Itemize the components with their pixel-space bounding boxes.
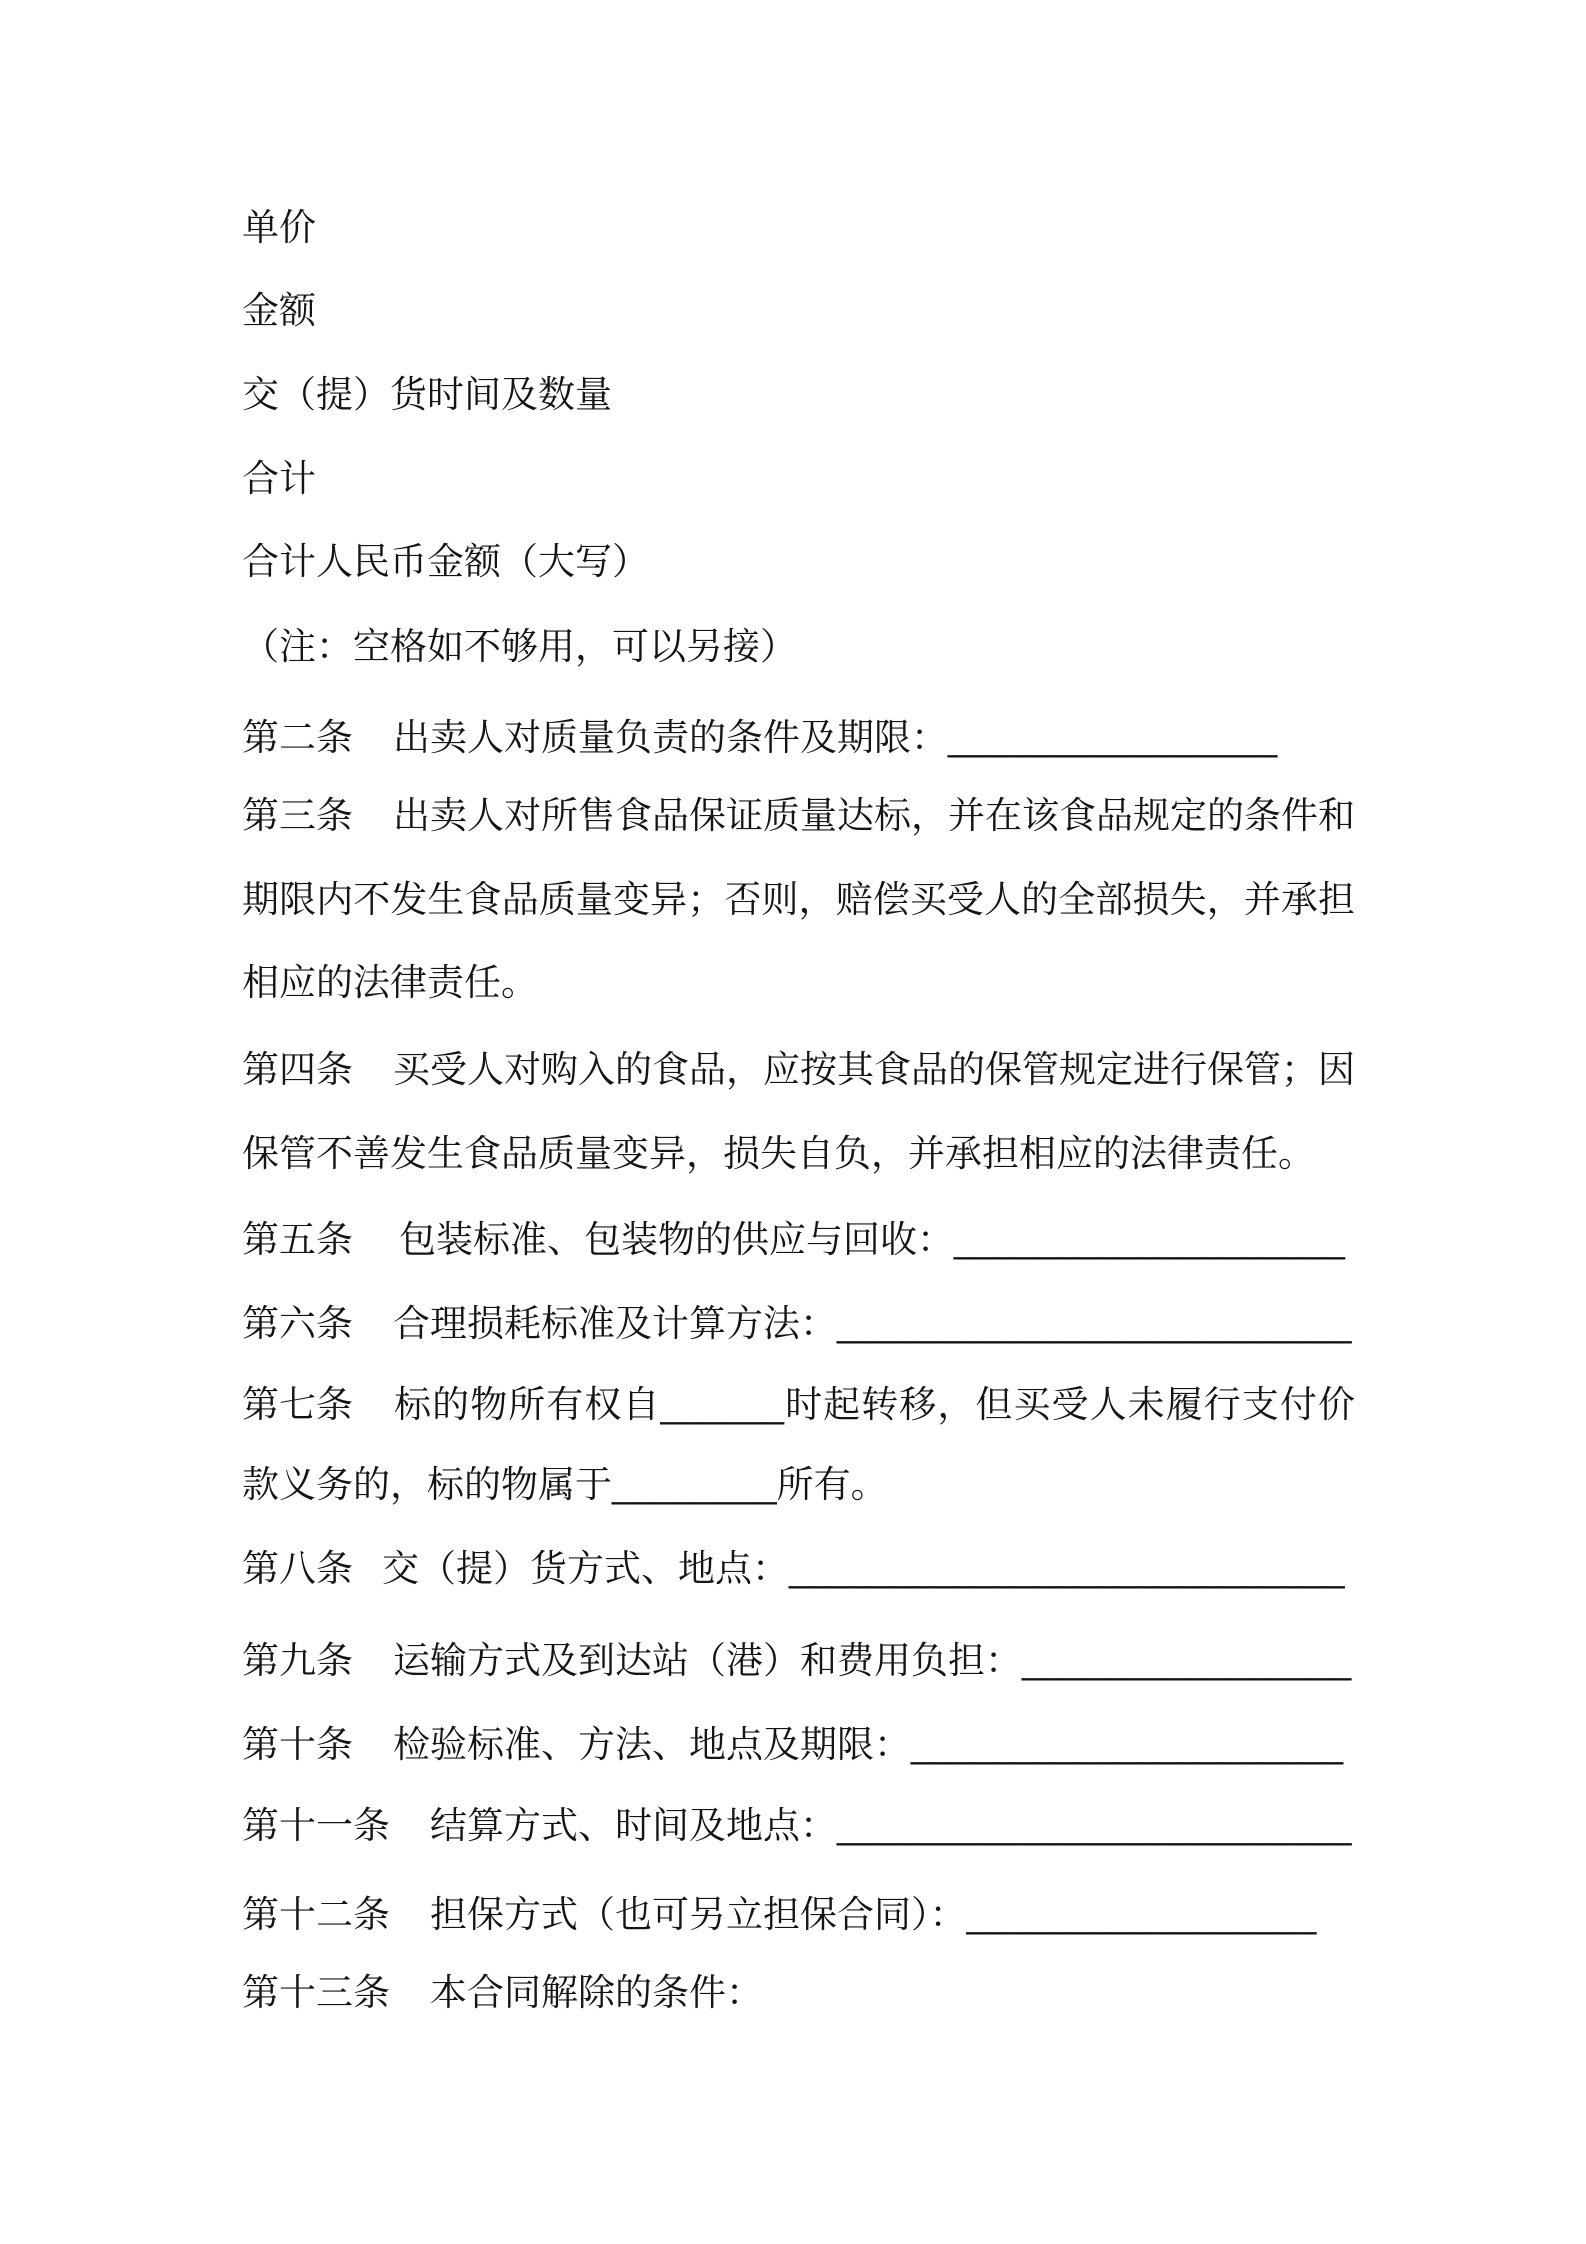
article-4	[242, 1046, 1355, 1094]
article-2	[242, 714, 1277, 762]
field-amount: 金额	[242, 290, 316, 331]
article-6-text: 合理损耗标准及计算方法：_________________________	[393, 1303, 1352, 1344]
article-3-text-line-2: 期限内不发生食品质量变异；否则，赔偿买受人的全部损失，并承担	[242, 879, 1355, 920]
field-delivery-time-quantity: 交（提）货时间及数量	[242, 374, 612, 415]
article-13	[242, 1969, 763, 2017]
article-7-text-line-2: 款义务的，标的物属于________所有。	[242, 1464, 888, 1505]
article-11	[242, 1802, 1351, 1850]
article-8-number: 第八条	[242, 1548, 353, 1589]
article-7-text-line-1: 标的物所有权自______时起转移，但买受人未履行支付价	[393, 1384, 1355, 1425]
article-8	[242, 1545, 1345, 1593]
article-10-number: 第十条	[242, 1724, 353, 1765]
article-6	[242, 1300, 1351, 1348]
article-9-text: 运输方式及到达站（港）和费用负担：________________	[393, 1640, 1352, 1681]
article-3-text-line-1: 出卖人对所售食品保证质量达标，并在该食品规定的条件和	[393, 795, 1355, 836]
article-13-number: 第十三条	[242, 1972, 390, 2013]
article-10	[242, 1721, 1343, 1769]
article-3-text-line-3: 相应的法律责任。	[242, 962, 538, 1003]
article-9	[242, 1637, 1351, 1685]
article-2-number: 第二条	[242, 717, 353, 758]
article-8-text: 交（提）货方式、地点：___________________________	[382, 1548, 1345, 1589]
article-12	[242, 1891, 1316, 1939]
article-3-number: 第三条	[242, 795, 353, 836]
article-5	[242, 1216, 1345, 1264]
field-unit-price: 单价	[242, 207, 316, 248]
article-13-text: 本合同解除的条件：	[430, 1972, 763, 2013]
article-11-text: 结算方式、时间及地点：_________________________	[430, 1805, 1352, 1846]
article-4-text-line-1: 买受人对购入的食品，应按其食品的保管规定进行保管；因	[393, 1049, 1355, 1090]
field-total: 合计	[242, 458, 316, 499]
article-4-text-line-2: 保管不善发生食品质量变异，损失自负，并承担相应的法律责任。	[242, 1133, 1315, 1174]
article-5-text: 包装标准、包装物的供应与回收：___________________	[399, 1219, 1345, 1260]
table-note: （注：空格如不够用，可以另接）	[242, 626, 797, 667]
article-11-number: 第十一条	[242, 1805, 390, 1846]
article-12-text: 担保方式（也可另立担保合同）：_________________	[430, 1894, 1317, 1935]
article-9-number: 第九条	[242, 1640, 353, 1681]
article-5-number: 第五条	[242, 1219, 353, 1260]
article-10-text: 检验标准、方法、地点及期限：_____________________	[393, 1724, 1344, 1765]
article-4-number: 第四条	[242, 1049, 353, 1090]
article-12-number: 第十二条	[242, 1894, 390, 1935]
article-7	[242, 1381, 1355, 1429]
article-3	[242, 792, 1355, 840]
field-total-rmb-in-words: 合计人民币金额（大写）	[242, 541, 649, 582]
article-7-number: 第七条	[242, 1384, 353, 1425]
article-6-number: 第六条	[242, 1303, 353, 1344]
article-2-text: 出卖人对质量负责的条件及期限：________________	[393, 717, 1278, 758]
